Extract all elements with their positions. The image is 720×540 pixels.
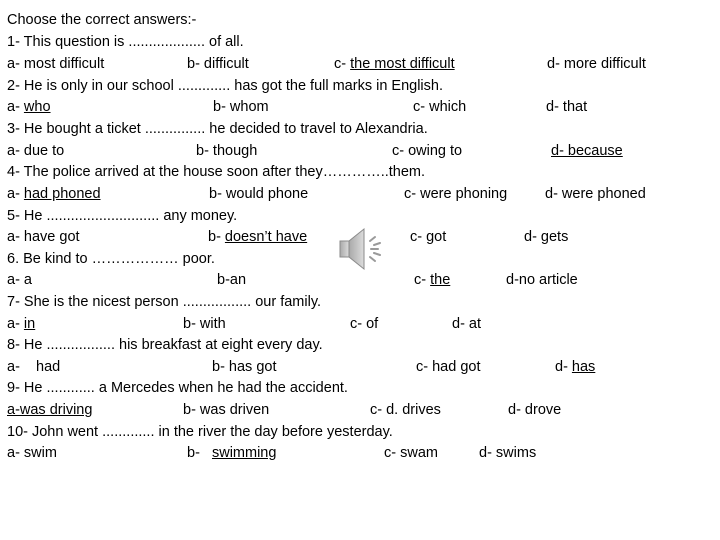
question-1: 1- This question is ................... of all. (7, 34, 244, 50)
q2-option-b: b- whom (213, 99, 269, 115)
q7-option-b: b- with (183, 316, 226, 332)
q2-option-d: d- that (546, 99, 588, 115)
q5-option-d: d- gets (524, 229, 569, 245)
q5-option-b: b- doesn’t have (208, 229, 308, 245)
q3-option-b: b- though (196, 143, 258, 159)
q7-option-a: a- in (7, 316, 36, 332)
q10-option-a: a- swim (7, 445, 57, 461)
q4-option-d: d- were phoned (545, 186, 646, 202)
q4-option-b: b- would phone (209, 186, 309, 202)
q7-option-d: d- at (452, 316, 482, 332)
q10-option-d: d- swims (479, 445, 537, 461)
q8-option-b: b- has got (212, 359, 277, 375)
question-3: 3- He bought a ticket ............... he decided to travel to Alexandria. (7, 121, 428, 137)
q9-option-a: a-was driving (7, 402, 93, 418)
q10-option-b: b- swimming (187, 445, 277, 461)
q3-option-d: d- because (551, 143, 623, 159)
question-6: 6. Be kind to ……………… poor. (7, 251, 215, 267)
q5-option-c: c- got (410, 229, 447, 245)
q7-option-c: c- of (350, 316, 379, 332)
q4-option-c: c- were phoning (404, 186, 508, 202)
q5-option-a: a- have got (7, 229, 80, 245)
q1-option-a: a- most difficult (7, 56, 105, 72)
q6-option-c: c- the (414, 272, 451, 288)
q6-option-d: d-no article (506, 272, 578, 288)
q1-option-b: b- difficult (187, 56, 249, 72)
q8-option-c: c- had got (416, 359, 481, 375)
q10-option-c: c- swam (384, 445, 438, 461)
q3-option-c: c- owing to (392, 143, 463, 159)
q2-option-c: c- which (413, 99, 467, 115)
question-4: 4- The police arrived at the house soon after they…………..them. (7, 164, 426, 180)
q6-option-b: b-an (217, 272, 247, 288)
q3-option-a: a- due to (7, 143, 65, 159)
q8-option-a: a- had (7, 359, 61, 375)
speaker-icon[interactable] (336, 221, 386, 277)
q4-option-a: a- had phoned (7, 186, 101, 202)
question-8: 8- He ................. his breakfast at eight every day. (7, 337, 323, 353)
page-title: Choose the correct answers:- (7, 12, 197, 28)
q9-option-d: d- drove (508, 402, 562, 418)
q1-option-d: d- more difficult (547, 56, 646, 72)
question-7: 7- She is the nicest person ................. our family. (7, 294, 322, 310)
question-2: 2- He is only in our school ............. has got the full marks in English. (7, 78, 443, 94)
q9-option-c: c- d. drives (370, 402, 441, 418)
q1-option-c: c- the most difficult (334, 56, 455, 72)
question-5: 5- He ............................ any money. (7, 208, 238, 224)
q2-option-a: a- who (7, 99, 51, 115)
question-10: 10- John went ............. in the river the day before yesterday. (7, 424, 393, 440)
q6-option-a: a- a (7, 272, 32, 288)
q9-option-b: b- was driven (183, 402, 270, 418)
q8-option-d: d- has (555, 359, 596, 375)
question-9: 9- He ............ a Mercedes when he had the accident. (7, 380, 348, 396)
